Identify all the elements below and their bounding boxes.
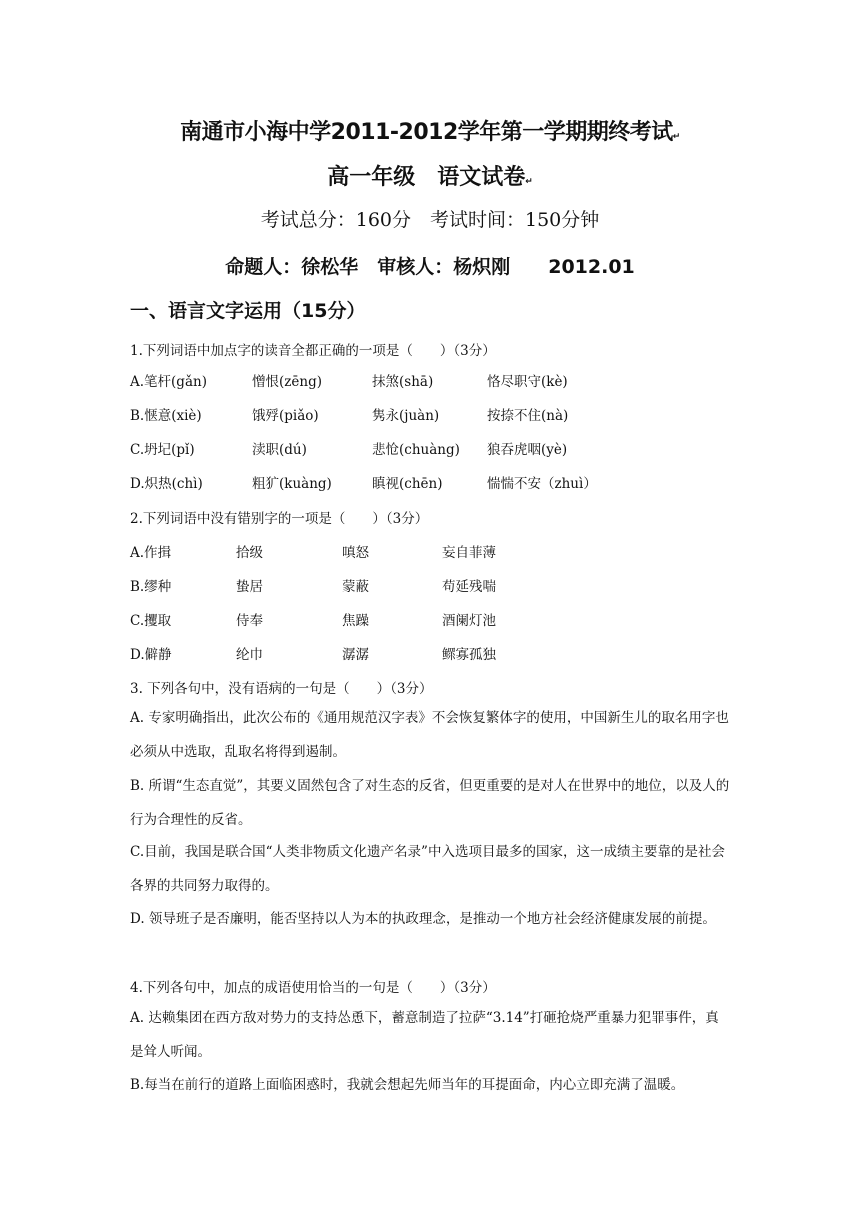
q1-option-d-2: 粗犷(kuàng)	[252, 476, 332, 492]
q1-option-c-3: 悲怆(chuàng)	[372, 442, 460, 458]
q4-option-a: A. 达赖集团在西方敌对势力的支持怂恿下，蓄意制造了拉萨“3.14”打砸抢烧严重暴力犯罪事件，真是耸人听闻。	[130, 1010, 719, 1060]
q3-option-a: A. 专家明确指出，此次公布的《通用规范汉字表》不会恢复繁体字的使用，中国新生儿的取名用字也必须从中选取，乱取名将得到遏制。	[130, 710, 729, 760]
exam-title: 南通市小海中学2011-2012学年第一学期期终考试↵	[180, 120, 680, 145]
q2-option-c-4: 酒阑灯池	[442, 613, 496, 629]
q1-option-a-1: A.笔杆(gǎn)	[130, 374, 207, 390]
question-2-stem: 2.下列词语中没有错别字的一项是（ ）（3分）	[130, 511, 429, 527]
q2-option-d-2: 纶巾	[236, 647, 263, 663]
q1-option-d-3: 瞋视(chēn)	[372, 476, 443, 492]
q1-option-a-2: 憎恨(zēng)	[252, 374, 322, 390]
q2-option-c-2: 侍奉	[236, 613, 263, 629]
q1-option-d-4: 惴惴不安（zhuì）	[487, 476, 597, 492]
q2-option-d-4: 鳏寡孤独	[442, 647, 496, 663]
q2-option-b-3: 蒙蔽	[342, 579, 369, 595]
q2-option-a-3: 嗔怒	[342, 545, 369, 561]
exam-subtitle: 高一年级 语文试卷↵	[327, 165, 533, 190]
q2-option-b-1: B.缪种	[130, 579, 172, 595]
question-3-stem: 3. 下列各句中，没有语病的一句是（ ）（3分）	[130, 681, 433, 697]
q1-option-b-3: 隽永(juàn)	[372, 408, 440, 424]
question-1-stem: 1.下列词语中加点字的读音全都正确的一项是（ ）（3分）	[130, 343, 496, 359]
q3-option-b: B. 所谓“生态直觉”，其要义固然包含了对生态的反省，但更重要的是对人在世界中的地位，以及人的行为合理性的反省。	[130, 778, 730, 828]
q1-option-b-1: B.惬意(xiè)	[130, 408, 202, 424]
q2-option-a-2: 拾级	[236, 545, 263, 561]
q1-option-d-1: D.炽热(chì)	[130, 476, 203, 492]
q2-option-a-4: 妄自菲薄	[442, 545, 496, 561]
section-heading: 一、语言文字运用（15分）	[130, 300, 366, 322]
paragraph-mark-icon: ↵	[672, 132, 680, 142]
q2-option-b-2: 蛰居	[236, 579, 263, 595]
q1-option-a-4: 恪尽职守(kè)	[487, 374, 568, 390]
q4-option-b: B.每当在前行的道路上面临困惑时，我就会想起先师当年的耳提面命，内心立即充满了温暖。	[130, 1077, 685, 1093]
q1-option-a-3: 抹煞(shā)	[372, 374, 434, 390]
q1-option-c-1: C.坍圮(pǐ)	[130, 442, 195, 458]
question-4-stem: 4.下列各句中，加点的成语使用恰当的一句是（ ）（3分）	[130, 980, 496, 996]
author-line: 命题人：徐松华 审核人：杨炽刚 2012.01	[225, 256, 635, 278]
q3-option-d: D. 领导班子是否廉明，能否坚持以人为本的执政理念，是推动一个地方社会经济健康发展的前提。	[130, 911, 716, 927]
q2-option-c-1: C.攫取	[130, 613, 172, 629]
q1-option-c-4: 狼吞虎咽(yè)	[487, 442, 568, 458]
q2-option-d-3: 潺潺	[342, 647, 369, 663]
q2-option-a-1: A.作揖	[130, 545, 172, 561]
q2-option-b-4: 苟延残喘	[442, 579, 496, 595]
q2-option-d-1: D.僻静	[130, 647, 172, 663]
q1-option-c-2: 渎职(dú)	[252, 442, 307, 458]
q1-option-b-2: 饿殍(piǎo)	[252, 408, 319, 424]
q2-option-c-3: 焦躁	[342, 613, 369, 629]
q1-option-b-4: 按捺不住(nà)	[487, 408, 569, 424]
q3-option-c: C.目前，我国是联合国“人类非物质文化遗产名录”中入选项目最多的国家，这一成绩主要靠的是社会各界的共同努力取得的。	[130, 844, 725, 894]
paragraph-mark-icon: ↵	[525, 177, 533, 187]
exam-info: 考试总分：160分 考试时间：150分钟	[260, 209, 600, 231]
